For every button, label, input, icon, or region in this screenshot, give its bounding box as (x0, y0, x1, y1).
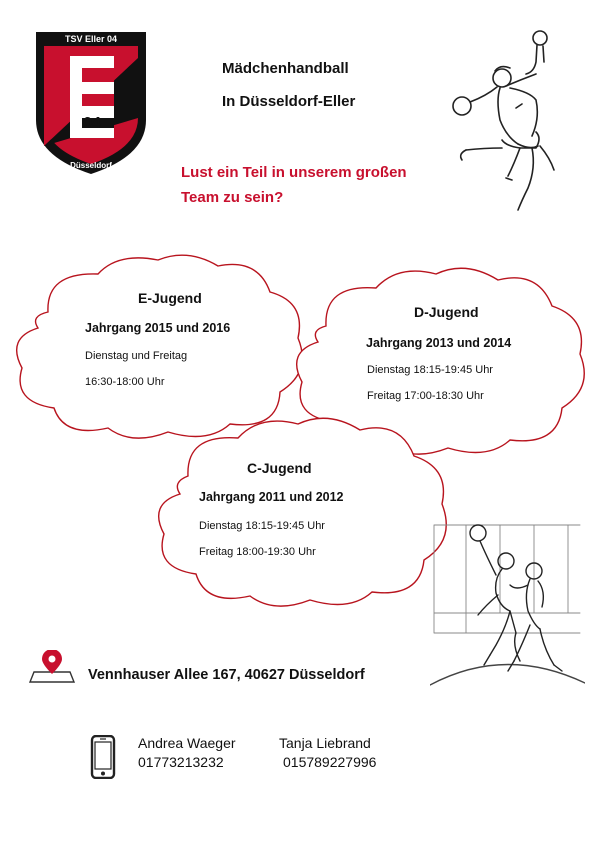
contact-1-phone: 01773213232 (138, 754, 224, 770)
logo-number: 04 (83, 115, 101, 132)
c-jugend-line-1: Dienstag 18:15-19:45 Uhr (199, 520, 325, 532)
contact-2-name: Tanja Liebrand (279, 735, 371, 751)
c-jugend-years: Jahrgang 2011 und 2012 (199, 490, 344, 504)
tagline-line-1: Lust ein Teil in unserem großen (181, 164, 407, 181)
d-jugend-title: D-Jugend (414, 304, 479, 320)
phone-icon (90, 735, 116, 779)
address-text: Vennhauser Allee 167, 40627 Düsseldorf (88, 667, 365, 683)
club-logo (30, 28, 152, 178)
logo-city: Düsseldorf (70, 161, 112, 170)
location-pin-icon (28, 650, 76, 684)
d-jugend-line-2: Freitag 17:00-18:30 Uhr (367, 390, 484, 402)
handball-player-illustration (440, 28, 580, 213)
cloud-c-jugend (150, 412, 450, 614)
contact-2 (279, 734, 376, 772)
e-jugend-line-2: 16:30-18:00 Uhr (85, 376, 165, 388)
e-jugend-title: E-Jugend (138, 290, 202, 306)
d-jugend-years: Jahrgang 2013 und 2014 (366, 336, 512, 350)
d-jugend-line-1: Dienstag 18:15-19:45 Uhr (367, 364, 493, 376)
tagline-line-2: Team zu sein? (181, 189, 284, 206)
c-jugend-title: C-Jugend (247, 460, 312, 476)
title-line-1: Mädchenhandball (222, 60, 349, 77)
logo-club-name: TSV Eller 04 (64, 34, 118, 44)
handball-match-illustration (430, 515, 585, 705)
tagline (181, 160, 407, 210)
e-jugend-line-1: Dienstag und Freitag (85, 350, 188, 362)
e-jugend-years: Jahrgang 2015 und 2016 (85, 321, 231, 335)
contact-2-phone: 015789227996 (283, 754, 377, 770)
contact-1 (138, 734, 236, 772)
contact-1-name: Andrea Waeger (138, 735, 236, 751)
c-jugend-line-2: Freitag 18:00-19:30 Uhr (199, 546, 316, 558)
title-line-2: In Düsseldorf-Eller (222, 93, 356, 110)
